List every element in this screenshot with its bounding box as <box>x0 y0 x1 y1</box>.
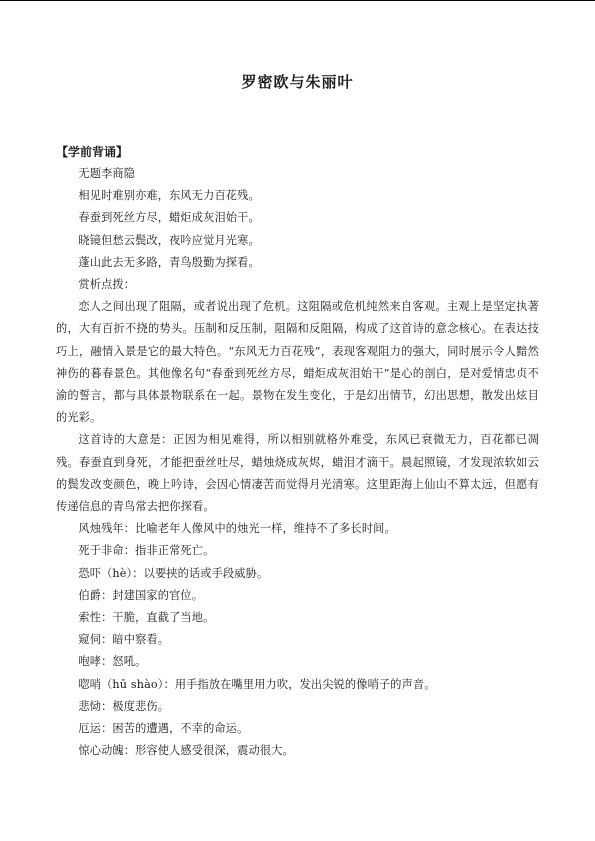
analysis-paragraph: 恋人之间出现了阻隔，或者说出现了危机。这阻隔或危机纯然来自客观。主观上是坚定执著的，大有百折不挠的势头。压制和反压制，阻隔和反阻隔，构成了这首诗的意念核心。在表达技巧上，融情入景是它的最大特色。“东风无力百花残”，表现客观阻力的强大，同时展示令人黯然神伤的暮春景色。其他像名句“春蚕到死丝方尽，蜡炬成灰泪始干”是心的剖白，是对爱情忠贞不渝的誓言，都与具体景物联系在一起。景物在发生变化，于是幻出情节，幻出思想，散发出炫目的光彩。 <box>56 300 539 425</box>
document-body <box>56 141 539 762</box>
page-title: 罗密欧与朱丽叶 <box>241 73 354 91</box>
vocab-item: 死于非命：指非正常死亡。 <box>78 544 215 558</box>
vocab-item: 窥伺：暗中察看。 <box>78 633 170 647</box>
vocab-item: 恐吓（hè）：以要挟的话或手段威胁。 <box>78 566 269 580</box>
poem-line-2: 春蚕到死丝方尽，蜡炬成灰泪始干。 <box>78 211 260 225</box>
meaning-paragraph: 这首诗的大意是：正因为相见难得，所以相别就格外难受，东风已衰微无力，百花都已凋残。春蚕直到身死，才能把蚕丝吐尽，蜡烛烧成灰烬，蜡泪才滴干。晨起照镜，才发现浓软如云的鬓发改变颜色，晚上吟诗，会因心情凄苦而觉得月光清寒。这里距海上仙山不算太远，但愿有传递信息的青鸟常去把你探看。 <box>56 433 539 514</box>
vocab-item: 惊心动魄：形容使人感受很深，震动很大。 <box>78 744 294 758</box>
vocab-item: 悲恸：极度悲伤。 <box>78 699 170 713</box>
vocab-item: 风烛残年：比喻老年人像风中的烛光一样，维持不了多长时间。 <box>78 522 396 536</box>
top-rule <box>0 0 595 1</box>
vocab-item: 伯爵：封建国家的官位。 <box>78 588 204 602</box>
poem-line-4: 蓬山此去无多路，青鸟殷勤为探看。 <box>78 255 260 269</box>
poem-line-1: 相见时难别亦难，东风无力百花残。 <box>78 189 260 203</box>
vocab-item: 厄运：困苦的遭遇，不幸的命运。 <box>78 722 249 736</box>
vocab-item: 唿哨（hū shào）：用手指放在嘴里用力吹，发出尖锐的像哨子的声音。 <box>78 677 436 691</box>
vocab-item: 咆哮：怒吼。 <box>78 655 147 669</box>
section-heading: 【学前背诵】 <box>56 145 129 159</box>
poem-title: 无题李商隐 <box>78 167 136 180</box>
vocab-item: 索性：干脆，直截了当地。 <box>78 611 215 625</box>
poem-line-3: 晓镜但愁云鬓改，夜吟应觉月光寒。 <box>78 233 260 247</box>
analysis-heading: 赏析点拨： <box>78 278 136 292</box>
